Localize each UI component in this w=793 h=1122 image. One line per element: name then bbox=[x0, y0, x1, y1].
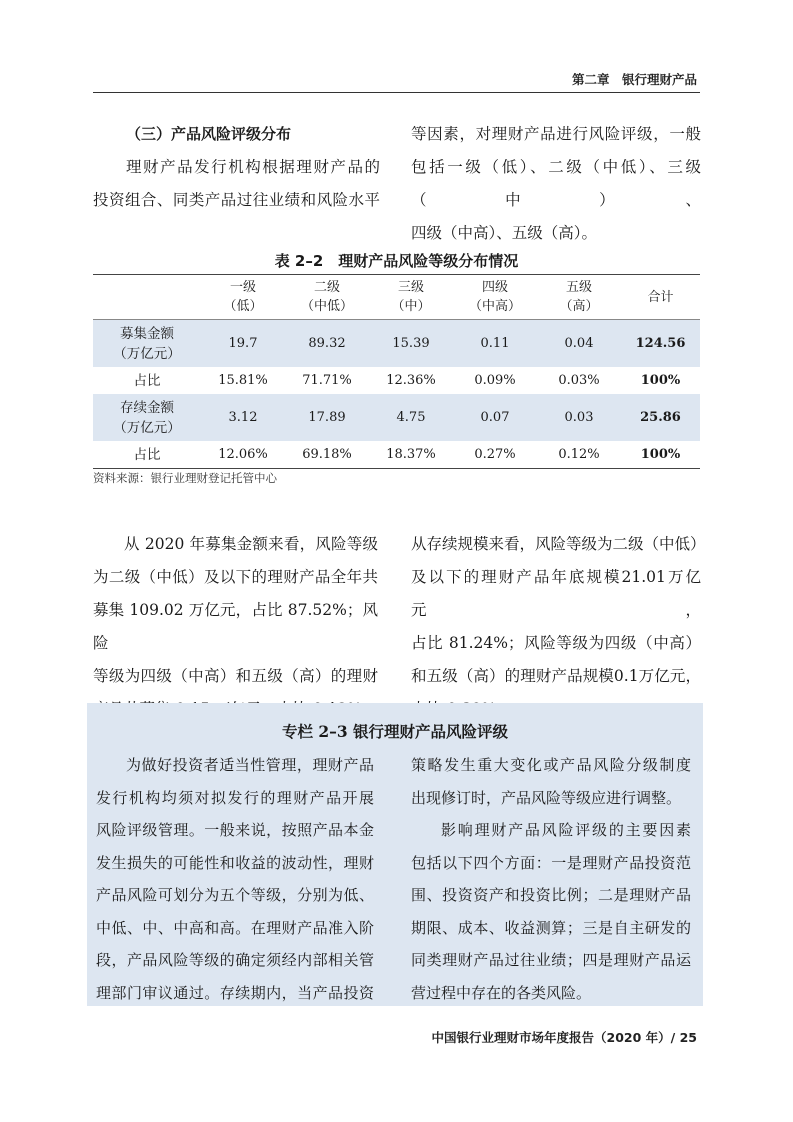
table-cell: 4.75 bbox=[369, 394, 453, 441]
column-header-line: 四级 bbox=[481, 280, 508, 295]
table-cell: 0.03% bbox=[558, 373, 600, 388]
column-header-line: （中） bbox=[391, 299, 431, 314]
section-heading: （三）产品风险评级分布 bbox=[126, 125, 292, 143]
analysis-left-column bbox=[93, 528, 378, 726]
table-row bbox=[93, 367, 700, 394]
text-line: 和五级（高）的理财产品规模0.1万亿元， bbox=[411, 667, 701, 685]
text-line: 发行机构均须对拟发行的理财产品开展 bbox=[96, 788, 374, 807]
table-cell-total: 25.86 bbox=[621, 394, 700, 441]
column-header-line: （中低） bbox=[300, 299, 353, 314]
text-line: 占比 81.24%；风险等级为四级（中高） bbox=[411, 634, 701, 652]
sidebox-left-column bbox=[96, 749, 374, 1009]
sidebox-right-column bbox=[411, 749, 691, 1009]
section-right-column bbox=[411, 118, 701, 250]
text-line: 理财产品发行机构根据理财产品的 bbox=[126, 158, 380, 176]
table-row bbox=[93, 394, 700, 441]
sidebox-title: 专栏 2–3 银行理财产品风险评级 bbox=[281, 722, 509, 741]
analysis-right-column bbox=[411, 528, 706, 726]
text-line: 同类理财产品过往业绩；四是理财产品运 bbox=[411, 951, 691, 969]
table-cell: 0.11 bbox=[453, 320, 537, 368]
text-line: 包括以下四个方面：一是理财产品投资范 bbox=[411, 853, 691, 872]
text-line: 募集 109.02 万亿元，占比 87.52%；风险 bbox=[93, 601, 378, 652]
column-header-line: （低） bbox=[223, 299, 263, 314]
row-header-line: 存续金额 bbox=[120, 399, 174, 416]
text-line: 等因素，对理财产品进行风险评级，一般 bbox=[411, 125, 701, 143]
column-header-line: （高） bbox=[559, 299, 599, 314]
row-header-line: （万亿元） bbox=[113, 419, 181, 436]
table-cell: 0.27% bbox=[474, 447, 516, 462]
text-line: 四级（中高）、五级（高）。 bbox=[411, 224, 598, 242]
text-line: 营过程中存在的各类风险。 bbox=[411, 983, 592, 1002]
text-line: 为二级（中低）及以下的理财产品全年共 bbox=[93, 568, 378, 586]
row-header-line: 募集金额 bbox=[120, 325, 174, 342]
text-line: 影响理财产品风险评级的主要因素 bbox=[441, 821, 691, 839]
text-line: 从 2020 年募集金额来看，风险等级 bbox=[124, 535, 378, 553]
text-line: 围、投资资产和投资比例；二是理财产品 bbox=[411, 886, 691, 904]
column-header-line: 二级 bbox=[313, 280, 340, 295]
text-line: 期限、成本、收益测算；三是自主研发的 bbox=[411, 918, 691, 937]
table-cell: 89.32 bbox=[285, 320, 369, 368]
row-header bbox=[93, 320, 201, 368]
text-line: 发生损失的可能性和收益的波动性，理财 bbox=[96, 853, 374, 872]
row-header: 占比 bbox=[133, 446, 161, 463]
page-footer: 中国银行业理财市场年度报告（2020 年）/ 25 bbox=[431, 1030, 697, 1045]
column-header bbox=[621, 275, 700, 320]
table-row bbox=[93, 320, 700, 368]
text-line: 段，产品风险等级的确定须经内部相关管 bbox=[96, 951, 374, 969]
text-line: 从存续规模来看，风险等级为二级（中低） bbox=[411, 535, 706, 553]
column-header bbox=[369, 275, 453, 320]
table-cell-total: 100% bbox=[640, 447, 681, 462]
table-cell: 19.7 bbox=[201, 320, 285, 368]
section-left-column bbox=[93, 118, 380, 217]
table-cell: 69.18% bbox=[302, 447, 352, 462]
text-line: 包括一级（低）、二级（中低）、三级（中）、 bbox=[411, 158, 701, 209]
table-cell: 0.12% bbox=[558, 447, 600, 462]
text-line: 中低、中、中高和高。在理财产品准入阶 bbox=[96, 918, 374, 937]
column-header bbox=[93, 275, 201, 320]
text-line: 策略发生重大变化或产品风险分级制度 bbox=[411, 756, 691, 774]
text-line: 出现修订时，产品风险等级应进行调整。 bbox=[411, 788, 682, 807]
table-cell: 3.12 bbox=[201, 394, 285, 441]
text-line: 理部门审议通过。存续期内，当产品投资 bbox=[96, 983, 374, 1002]
table-header-row bbox=[93, 275, 700, 320]
column-header-line: 三级 bbox=[397, 280, 424, 295]
column-header bbox=[201, 275, 285, 320]
table-cell: 12.06% bbox=[218, 447, 268, 462]
row-header: 占比 bbox=[133, 372, 161, 389]
column-header-line: （中高） bbox=[468, 299, 521, 314]
table-cell: 0.03 bbox=[537, 394, 621, 441]
column-header bbox=[285, 275, 369, 320]
table-cell-total: 124.56 bbox=[621, 320, 700, 368]
table-cell: 71.71% bbox=[302, 373, 352, 388]
row-header bbox=[93, 394, 201, 441]
column-header-line: 一级 bbox=[229, 280, 256, 295]
column-header-line: 五级 bbox=[565, 280, 592, 295]
text-line: 及以下的理财产品年底规模21.01万亿元， bbox=[411, 568, 701, 619]
text-line: 产品风险可划分为五个等级，分别为低、 bbox=[96, 886, 374, 904]
chapter-header: 第二章 银行理财产品 bbox=[571, 72, 697, 87]
table-cell: 12.36% bbox=[386, 373, 436, 388]
text-line: 为做好投资者适当性管理，理财产品 bbox=[126, 756, 374, 774]
table-cell: 15.81% bbox=[218, 373, 268, 388]
table-title: 表 2–2 理财产品风险等级分布情况 bbox=[274, 252, 519, 270]
table-cell: 15.39 bbox=[369, 320, 453, 368]
table-cell: 18.37% bbox=[386, 447, 436, 462]
column-header bbox=[453, 275, 537, 320]
table-cell: 0.04 bbox=[537, 320, 621, 368]
header-rule bbox=[93, 92, 700, 93]
table-cell-total: 100% bbox=[640, 373, 681, 388]
text-line: 投资组合、同类产品过往业绩和风险水平 bbox=[93, 191, 380, 209]
table-source-note: 资料来源：银行业理财登记托管中心 bbox=[93, 471, 277, 485]
row-header-line: （万亿元） bbox=[113, 345, 181, 362]
table-cell: 0.09% bbox=[474, 373, 516, 388]
table-cell: 17.89 bbox=[285, 394, 369, 441]
table-row bbox=[93, 441, 700, 469]
column-header-line: 合计 bbox=[647, 289, 674, 305]
column-header bbox=[537, 275, 621, 320]
text-line: 风险评级管理。一般来说，按照产品本金 bbox=[96, 821, 374, 839]
text-line: 等级为四级（中高）和五级（高）的理财 bbox=[93, 667, 378, 685]
risk-distribution-table bbox=[93, 274, 700, 469]
table-cell: 0.07 bbox=[453, 394, 537, 441]
